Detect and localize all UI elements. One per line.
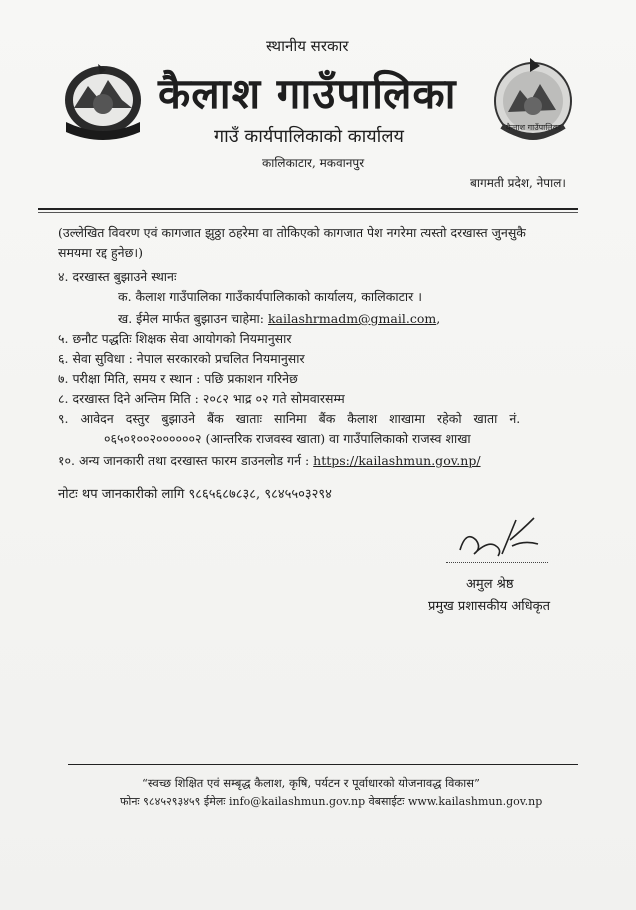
email-link[interactable]: kailashrmadm@gmail.com [267,311,437,326]
nepal-emblem-logo [60,60,146,140]
item-5: ५. छनौट पद्धतिः शिक्षक सेवा आयोगको नियमानुसार [58,331,292,346]
item-4b [118,310,440,327]
province-address: बागमती प्रदेश, नेपाल। [470,176,566,190]
footer-divider [68,764,578,765]
header-divider [38,208,578,210]
contact-note: नोटः थप जानकारीको लागि ९८६५६८७८३८, ९८४५५०३२९४ [58,487,332,502]
item-9: ९. आवेदन दस्तुर बुझाउने बैंक खाताः सानिमा बैंक कैलाश शाखामा रहेको खाता नं. [58,411,521,426]
footer-contact: फोनः ९८४५२९३४५९ ईमेलः info@kailashmun.gov.np वेबसाईटः www.kailashmun.gov.np [120,795,543,808]
item-4-heading: ४. दरखास्त बुझाउने स्थानः [58,269,177,284]
header-divider-thin [38,212,578,213]
item-6: ६. सेवा सुविधा : नेपाल सरकारको प्रचलित नियमानुसार [58,351,305,366]
item-7: ७. परीक्षा मिति, समय र स्थान : पछि प्रकाशन गरिनेछ [58,371,298,386]
signatory-name: अमुल श्रेष्ठ [466,577,514,592]
signature [452,510,542,566]
body-line-1: (उल्लेखित विवरण एवं कागजात झुठ्ठा ठहरेमा वा तोकिएको कागजात पेश नगरेमा त्यस्तो दरखास्त जुनसुकै [58,225,526,240]
local-government-label: स्थानीय सरकार [266,37,349,55]
item-10-prefix: १०. अन्य जानकारी तथा दरखास्त फारम डाउनलोड गर्न : [58,453,314,468]
item-8: ८. दरखास्त दिने अन्तिम मिति : २०८२ भाद्र ०२ गते सोमवारसम्म [58,391,345,406]
office-name: गाउँ कार्यपालिकाको कार्यालय [214,126,404,147]
footer-slogan: “स्वच्छ शिक्षित एवं सम्बृद्ध कैलाश, कृषि, पर्यटन र पूर्वाधारको योजनावद्ध विकास” [142,776,480,790]
item-4a: क. कैलाश गाउँपालिका गाउँकार्यपालिकाको कार्यालय, कालिकाटार । [118,289,422,304]
website-link[interactable]: https://kailashmun.gov.np/ [313,453,481,468]
item-9-continued: ०६५०१००२००००००२ (आन्तरिक राजवस्व खाता) वा गाउँपालिकाको राजस्व शाखा [104,431,471,446]
signatory-title: प्रमुख प्रशासकीय अधिकृत [428,599,551,614]
office-address: कालिकाटार, मकवानपुर [262,156,365,170]
signature-line [446,562,548,563]
item-4b-prefix: ख. ईमेल मार्फत बुझाउन चाहेमा: [118,311,268,326]
logo-right-text: कैलाश गाउँपालिका [506,123,561,132]
item-4b-suffix: , [436,311,441,326]
body-line-2: समयमा रद्द हुनेछ।) [58,245,143,260]
item-10 [58,452,481,469]
municipality-name: कैलाश गाउँपालिका [158,69,457,118]
